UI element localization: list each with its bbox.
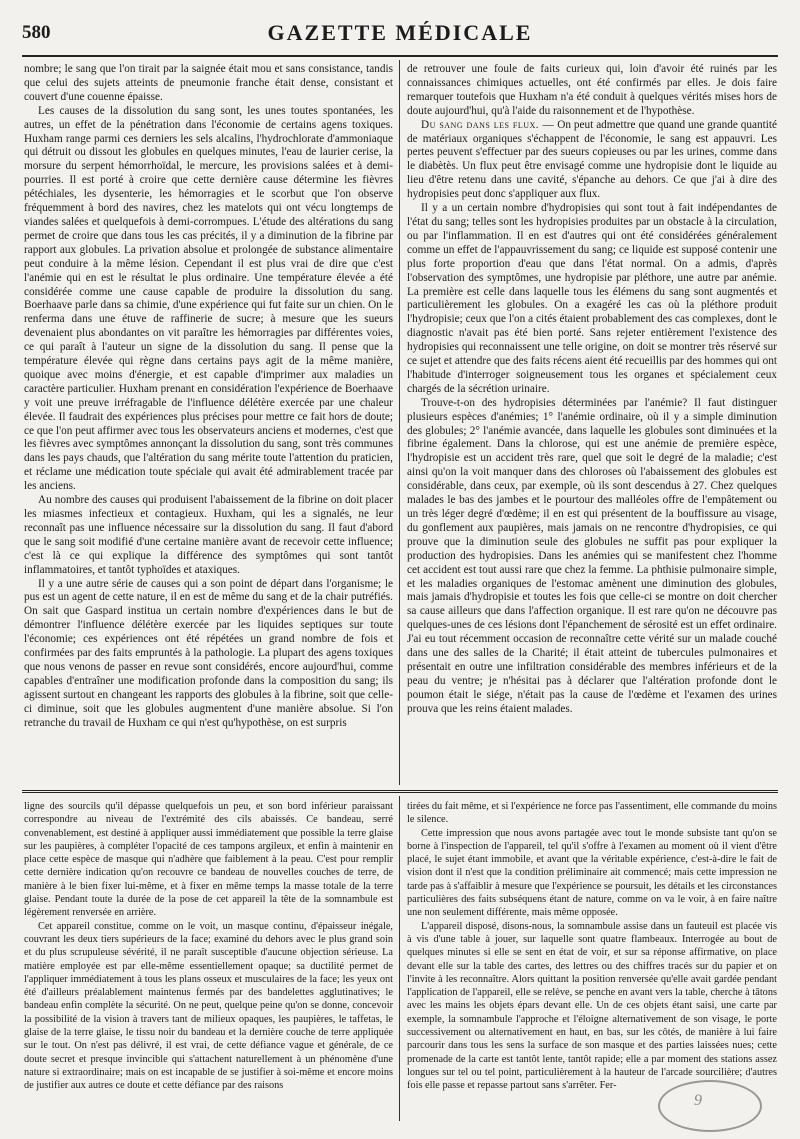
column-divider bbox=[399, 796, 400, 1121]
section-divider bbox=[22, 790, 778, 793]
header-rule bbox=[22, 55, 778, 57]
library-stamp bbox=[658, 1080, 762, 1132]
paragraph: nombre; le sang que l'on tirait par la saignée était mou et sans consistance, tandis que celui des sujets atteints de pneumonie franche était dense, consistant et couvert d'une couenne épaisse. bbox=[24, 63, 393, 103]
paragraph: ligne des sourcils qu'il dépasse quelquefois un peu, et son bord inférieur paraissant correspondre au niveau de l'extrémité des cils abaissés. Ce bandeau, serré convenablement, est destiné à appliquer aussi immédiatement que possible la terre glaise sur les paupières, à compléter l'opacité de ces tampons argileux, et enfin à maintenir en place cette espèce de masque qui n'adhère que faiblement à la peau. C'est pour remplir cette dernière indication qu'on recouvre ce bandeau de nouvelles couches de terre, de manière à le bien fixer lui-même, et à fixer en même temps la masse totale de la terre glaise. Pendant toute la durée de la pose de cet appareil la tête de la somnambule est légèrement renversée en arrière. bbox=[24, 801, 393, 919]
page-title: GAZETTE MÉDICALE bbox=[267, 20, 533, 45]
page-number: 580 bbox=[22, 22, 51, 43]
stamp-label: 9 bbox=[694, 1092, 702, 1109]
paragraph: Cet appareil constitue, comme on le voit, un masque continu, d'épaisseur inégale, couvrant les deux tiers supérieurs de la face; examiné du dehors avec le plus grand soin et du plus scrupuleuse sévérité, il ne paraît susceptible d'aucune objection sérieuse. La matière employée est par elle-même essentiellement opaque; sa ductilité permet de l'appliquer immédiatement à tous les plans osseux et musculaires de la face; les yeux ont été d'ailleurs préalablement maintenus fermés par des bandelettes agglutinatives; le bandeau enfin complète la sécurité. On ne peut, quelque peine qu'on se donne, concevoir la possibilité de la vision à travers tant de milieux opaques, les paupières, le taffetas, le glaise de la terre glaise, le tissu noir du bandeau et la dernière couche de terre appliquée sur le tout. On n'est pas délivré, il est vrai, de cette défiance vague et générale, de ce doute secret et presque invincible qui s'attachent naturellement à un phénomène d'une nature si extraordinaire; mais on est incapable de se justifier à soi-même et encore moins de justifier aux autres ce doute et cette défiance par des raisons bbox=[24, 920, 393, 1092]
column-divider bbox=[399, 60, 400, 785]
paragraph: L'appareil disposé, disons-nous, la somnambule assise dans un fauteuil est placée vis à vis d'une table à jouer, sur laquelle sont quatre flambeaux. Interrogée au bout de quelques minutes si elle se sent en état de voir, et sur sa réponse affirmative, on place devant elle sur la table des cartes, des lettres ou des chiffres tracés sur du papier et on l'invite à les reconnaître. Alors quittant la position renversée qu'elle avait gardée pendant l'application de l'appareil, elle se relève, se penche en avant vers la table, cherche à tâtons avec les mains les objets épars devant elle. Un de ces objets étant saisi, une carte par exemple, la somnambule l'approche et l'éloigne alternativement de son visage, le porte successivement ou alternativement en haut, en bas, sur les côtés, de manière à lui faire parcourir dans tous les sens la surface de son masque et des parties laissées nues; cette promenade de la carte est tantôt lente, tantôt rapide; elle a par moment des stations assez longues sur tel ou tel point, particulièrement à la hauteur de l'arcade sourcilière; d'autres fois elle passe et repasse partout sans s'arrêter. Fer- bbox=[407, 920, 777, 1092]
paragraph: tirées du fait même, et si l'expérience ne force pas l'assentiment, elle commande du moins le silence. bbox=[407, 801, 777, 826]
paragraph: Au nombre des causes qui produisent l'abaissement de la fibrine on doit placer les miasmes infectieux et contagieux. Huxham, qui les a signalés, ne leur reconnaît pas une influence nécessaire sur la dissolution du sang. Il faut d'abord que le sang soit modifié d'une certaine manière avant de recevoir cette influence; c'est là ce qui explique la différence des symptômes qui sont tantôt inflammatoires, et tantôt typhoïdes et ataxiques. bbox=[24, 494, 393, 576]
section-heading: Du sang dans les flux. — bbox=[421, 118, 555, 131]
top-right-column bbox=[407, 63, 777, 783]
paragraph: Trouve-t-on des hydropisies déterminées par l'anémie? Il faut distinguer plusieurs espèces d'anémies; 1° l'anémie ordinaire, où il y a simple diminution des globules; 2° l'anémie avancée, dans laquelle les globules sont diminuées et la fibrine également. Dans la chlorose, qui est une anémie de première espèce, l'hydropisie est un accident très rare, quel que soit le degré de la maladie; c'est ainsi qu'on la voit manquer dans des chloroses où l'abaissement des globules est considérable, dans ceux, par exemple, où ils sont descendus à 27. Chez quelques malades le bas des jambes et le pourtour des malléoles offre de l'empâtement ou un très léger degré d'œdème; il en est qui présentent de la bouffissure au visage, du gonflement aux paupières, mais jamais on ne rencontre d'hydropisies, ce qui prouve que la diminution seule des globules ne suffit pas pour expliquer la production des hydropisies. Dans les anémies qui se manifestent chez l'homme cet accident est tout aussi rare que chez la femme. La phthisie pulmonaire simple, et les maladies organiques de l'estomac amènent une diminution des globules, mais jamais d'hydropisie et toutes les fois que celle-ci se montre on doit chercher sa cause ailleurs que dans l'affection organique. Il est rare qu'on ne découvre pas quelques-unes de ces lésions dont l'épanchement de sérosité est un effet ordinaire. J'ai eu tout récemment occasion de reconnaître cette vérité sur un malade couché dans une des salles de la Charité; il était atteint de tubercules pulmonaires et présentait en outre une infiltration considérable des membres inférieurs et de la peau du ventre; je n'hésitai pas à déclarer que l'altération profonde dont le poumon était le siége, n'était pas la cause de l'œdème et l'examen des urines prouva que les reins étaient malades. bbox=[407, 396, 777, 715]
bottom-right-column bbox=[407, 800, 777, 1118]
paragraph: Il y a une autre série de causes qui a son point de départ dans l'organisme; le pus est un agent de cette nature, il en est de même du sang et de la chair putréfiés. On sait que Gaspard institua un certain nombre d'expériences dans le but de démontrer l'influence délétère exercée par les liquides septiques sur toute l'économie; ces expériences ont été répétées un grand nombre de fois et confirmées par des faits empruntés à la pathologie. La plupart des agens toxiques que nous venons de passer en revue sont considérés, encore aujourd'hui, comme capables d'entraîner une modification profonde dans la composition du sang; ils agissent surtout en changeant les rapports des globules à la fibrine, soit que celle-ci diminue, soit que les globules augmentent d'une manière absolue. Si l'on retranche du travail de Huxham ce qui n'est qu'hypothèse, on est surpris bbox=[24, 577, 393, 729]
paragraph: Les causes de la dissolution du sang sont, les unes toutes spontanées, les autres, un effet de la pénétration dans l'économie de certains agens toxiques. Huxham range parmi ces derniers les sels alcalins, l'hydrochlorate d'ammoniaque qui détruit ou dissout les globules en quelques minutes, l'eau de laurier cerise, la morsure du serpent hémorrhoïdal, le mercure, les provisions salées et à demi-pourries. Il est porté à croire que cette dernière cause détermine les fièvres pétéchiales, les dysenterie, les hémorragies et le scorbut que l'on observe fréquemment à bord des navires, chez les matelots qui ont vécu longtemps de viandes salées et quelquefois à demi-corrompues. L'étude des altérations du sang permet de croire que dans tous les cas précités, il y a diminution de la fibrine par rapport aux globules. La privation absolue et prolongée de substance alimentaire peut conduire à la même lésion. Cependant il est plus vrai de dire que c'est l'anémie qui en est le résultat le plus ordinaire. Une température élevée a été considérée comme une cause capable de produire la dissolution du sang. Boerhaave parle dans sa chimie, d'une expérience qui fut faite sur un chien. On le renferma dans une étuve de raffinerie de sucre; à mesure que les sueurs devenaient plus abondantes on vit paraître les hémorragies par différentes voies, ce qui paraît à l'auteur un signe de la dissolution du sang. Il pense que la température élevée qui règne dans certains pays agit de la même manière, quoique avec moins d'énergie, et est capable d'imprimer aux maladies un caractère particulier. Huxham prenant en considération l'expérience de Boerhaave y voit une preuve irréfragable de l'influence délétère exercée par une chaleur élevée. Il faudrait des expériences plus précises pour mettre ce fait hors de doute; ce que l'on peut affirmer avec tous les observateurs anciens et modernes, c'est que les fièvres avec symptômes annonçant la dissolution du sang, sont très communes dans les pays chauds, que l'altération du sang mérite toute l'attention du praticien, et réclame une médication toute spéciale qui avait été admirablement tracée par les anciens. bbox=[24, 104, 393, 493]
top-left-column bbox=[24, 63, 393, 783]
paragraph: Il y a un certain nombre d'hydropisies qui sont tout à fait indépendantes de l'état du sang; telles sont les hydropisies produites par un obstacle à la circulation, ou par l'inflammation. Il en est d'autres qui ont été considérées généralement comme un effet de l'appauvrissement du sang; ce liquide est supposé contenir une plus forte proportion d'eau que dans l'état normal. On a admis, d'après l'observation des symptômes, une hydropisie par pléthore, une autre par anémie. La première est celle dans laquelle tous les élémens du sang sont augmentés et particulièrement les globules. On a exagéré les cas où la pléthore produit l'hydropisie; ceux que l'on a cités étaient probablement des cas complexes, dont le diagnostic n'avait pas été bien porté. Sans rejeter entièrement l'existence des hydropisies qui reconnaissent une telle origine, on doit se montrer très réservé sur ce sujet et attendre que des faits récens aient été recueillis par des hommes qui ont l'habitude d'interroger soigneusement tous les organes et spécialement ceux chargés de la sécrétion urinaire. bbox=[407, 202, 777, 395]
bottom-left-column bbox=[24, 800, 393, 1118]
paragraph: Cette impression que nous avons partagée avec tout le monde subsiste tant qu'on se borne à l'inspection de l'appareil, tel qu'il s'offre à l'examen au moment où il vient d'être placé, le sujet étant immobile, et avant que la véritable expérience, c'est-à-dire le fait de vision dont il n'est que la condition préliminaire ait commencé; mais cette impression ne tarde pas à s'affaiblir à mesure que l'expérience se poursuit, les détails et les circonstances particulières des faits subséquens étant de nature, comme on va le voir, à en faire naître une non seulement différente, mais même opposée. bbox=[407, 827, 777, 919]
paragraph: de retrouver une foule de faits curieux qui, loin d'avoir été ruinés par les connaissances chimiques actuelles, ont été confirmés par elles. Je dois faire remarquer toutefois que Huxham n'a été conduit à quelques vérités mises hors de doute aujourd'hui, qu'à l'aide du raisonnement et de l'hypothèse. bbox=[407, 63, 777, 117]
paragraph-text: On peut admettre que quand une grande quantité de matériaux organiques s'échappent de l'économie, le sang est appauvri. Les pertes peuvent s'effectuer par des sueurs copieuses ou par les urines, comme dans le diabètès. Un flux peut être envisagé comme une hydropisie dont le liquide au lieu d'être retenu dans une cavité, s'épanche au dehors. Ce que j'ai à dire des hydropisies peut donc s'appliquer aux flux. bbox=[407, 118, 777, 201]
paragraph-flux bbox=[407, 119, 777, 202]
